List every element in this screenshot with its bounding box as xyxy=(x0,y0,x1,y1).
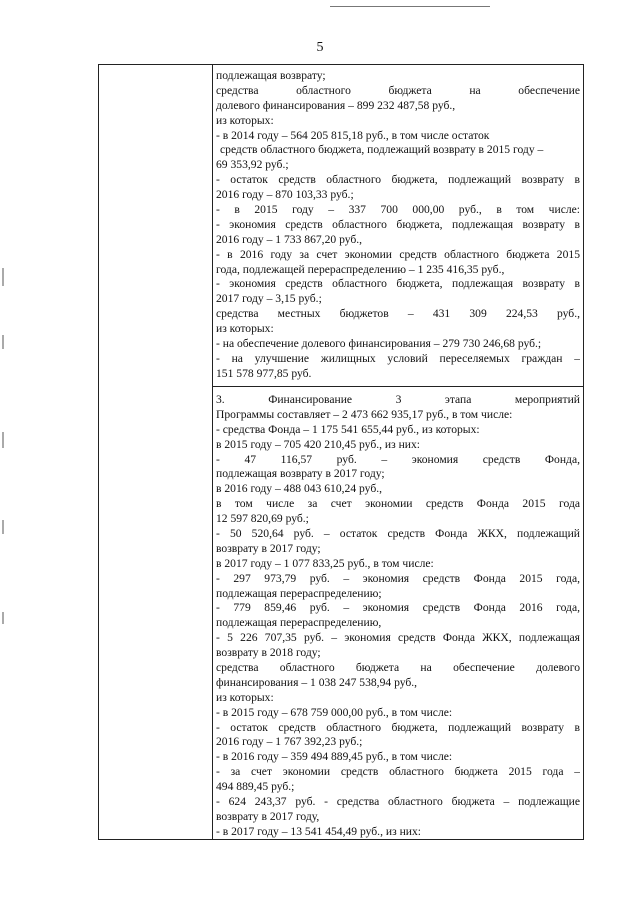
text-line: - за счет экономии средств областного бюджета 2015 года – xyxy=(216,765,580,779)
text-line: - в 2016 году – 359 494 889,45 руб., в том числе: xyxy=(216,750,453,764)
text-line: возврату в 2017 году, xyxy=(216,809,320,823)
text-line: в 2015 году – 705 420 210,45 руб., из них: xyxy=(216,437,421,451)
text-line: 494 889,45 руб.; xyxy=(216,780,295,794)
text-line: средства областного бюджета на обеспечение xyxy=(216,83,580,97)
text-line: - средства Фонда – 1 175 541 655,44 руб., из которых: xyxy=(216,422,480,436)
text-line: Программы составляет – 2 473 662 935,17 руб., в том числе: xyxy=(216,407,513,421)
scan-margin-mark xyxy=(2,268,4,286)
scan-margin-mark xyxy=(2,612,4,624)
scan-top-line xyxy=(330,6,490,7)
row-divider xyxy=(212,386,583,387)
text-line: в 2016 году – 488 043 610,24 руб., xyxy=(216,482,383,496)
text-line: - в 2016 году за счет экономии средств областного бюджета 2015 xyxy=(216,247,580,261)
document-table xyxy=(98,64,584,840)
text-line: подлежащая перераспределению; xyxy=(216,586,382,600)
text-line: 2016 году – 1 733 867,20 руб., xyxy=(216,232,363,246)
text-line: 2016 году – 870 103,33 руб.; xyxy=(216,188,354,202)
text-line: 69 353,92 руб.; xyxy=(216,158,289,172)
scan-margin-mark xyxy=(2,520,4,534)
text-line: возврату в 2017 году; xyxy=(216,541,321,555)
text-line: подлежащая возврату в 2017 году; xyxy=(216,467,385,481)
text-line: - 47 116,57 руб. – экономия средств Фонда, xyxy=(216,452,580,466)
text-line: - в 2014 году – 564 205 815,18 руб., в том числе остаток xyxy=(216,128,490,142)
column-divider xyxy=(212,65,213,839)
text-line: - экономия средств областного бюджета, подлежащая возврату в xyxy=(216,217,580,231)
text-line: - остаток средств областного бюджета, подлежащий возврату в xyxy=(216,720,580,734)
text-line: 2016 году – 1 767 392,23 руб.; xyxy=(216,735,363,749)
text-line: - 779 859,46 руб. – экономия средств Фонда 2016 года, xyxy=(216,601,580,615)
text-line: - на улучшение жилищных условий переселяемых граждан – xyxy=(216,351,580,365)
text-line: средств областного бюджета, подлежащий возврату в 2015 году – xyxy=(220,143,544,157)
text-line: 12 597 820,69 руб.; xyxy=(216,512,309,526)
scan-margin-mark xyxy=(2,432,4,448)
text-line: - экономия средств областного бюджета, подлежащая возврату в xyxy=(216,277,580,291)
text-line: - 297 973,79 руб. – экономия средств Фонда 2015 года, xyxy=(216,571,580,585)
text-line: - 50 520,64 руб. – остаток средств Фонда ЖКХ, подлежащий xyxy=(216,527,580,541)
text-line: 2017 году – 3,15 руб.; xyxy=(216,292,322,306)
text-line: подлежащая возврату; xyxy=(216,69,326,82)
text-line: в 2017 году – 1 077 833,25 руб., в том числе: xyxy=(216,556,434,570)
text-line: подлежащая перераспределению, xyxy=(216,616,382,630)
text-line: - в 2015 году – 678 759 000,00 руб., в том числе: xyxy=(216,705,453,719)
text-line: - в 2017 году – 13 541 454,49 руб., из них: xyxy=(216,824,421,838)
text-line: из которых: xyxy=(216,690,274,704)
text-line: в том числе за счет экономии средств Фонда 2015 года xyxy=(216,497,580,511)
text-line: из которых: xyxy=(216,322,274,336)
text-line: из которых: xyxy=(216,113,274,127)
text-line: средства местных бюджетов – 431 309 224,53 руб., xyxy=(216,307,580,321)
text-line: финансирования – 1 038 247 538,94 руб., xyxy=(216,675,418,689)
scan-margin-mark xyxy=(2,335,4,349)
text-line: года, подлежащей перераспределению – 1 235 416,35 руб., xyxy=(216,262,505,276)
text-line: возврату в 2018 году; xyxy=(216,646,321,660)
text-line: средства областного бюджета на обеспечение долевого xyxy=(216,661,580,675)
text-line: - на обеспечение долевого финансирования – 279 730 246,68 руб.; xyxy=(216,337,542,351)
text-line: 151 578 977,85 руб. xyxy=(216,366,312,380)
text-line: - в 2015 году – 337 700 000,00 руб., в том числе: xyxy=(216,203,580,217)
text-line: - остаток средств областного бюджета, подлежащий возврату в xyxy=(216,173,580,187)
text-line: 3. Финансирование 3 этапа мероприятий xyxy=(216,393,580,406)
table-cell-funding-continuation xyxy=(216,69,580,382)
page-number: 5 xyxy=(316,40,324,55)
text-line: - 5 226 707,35 руб. – экономия средств Фонда ЖКХ, подлежащая xyxy=(216,631,580,645)
text-line: - 624 243,37 руб. - средства областного бюджета – подлежащие xyxy=(216,795,580,809)
table-cell-stage-3-funding xyxy=(216,393,580,840)
text-line: долевого финансирования – 899 232 487,58 руб., xyxy=(216,98,456,112)
